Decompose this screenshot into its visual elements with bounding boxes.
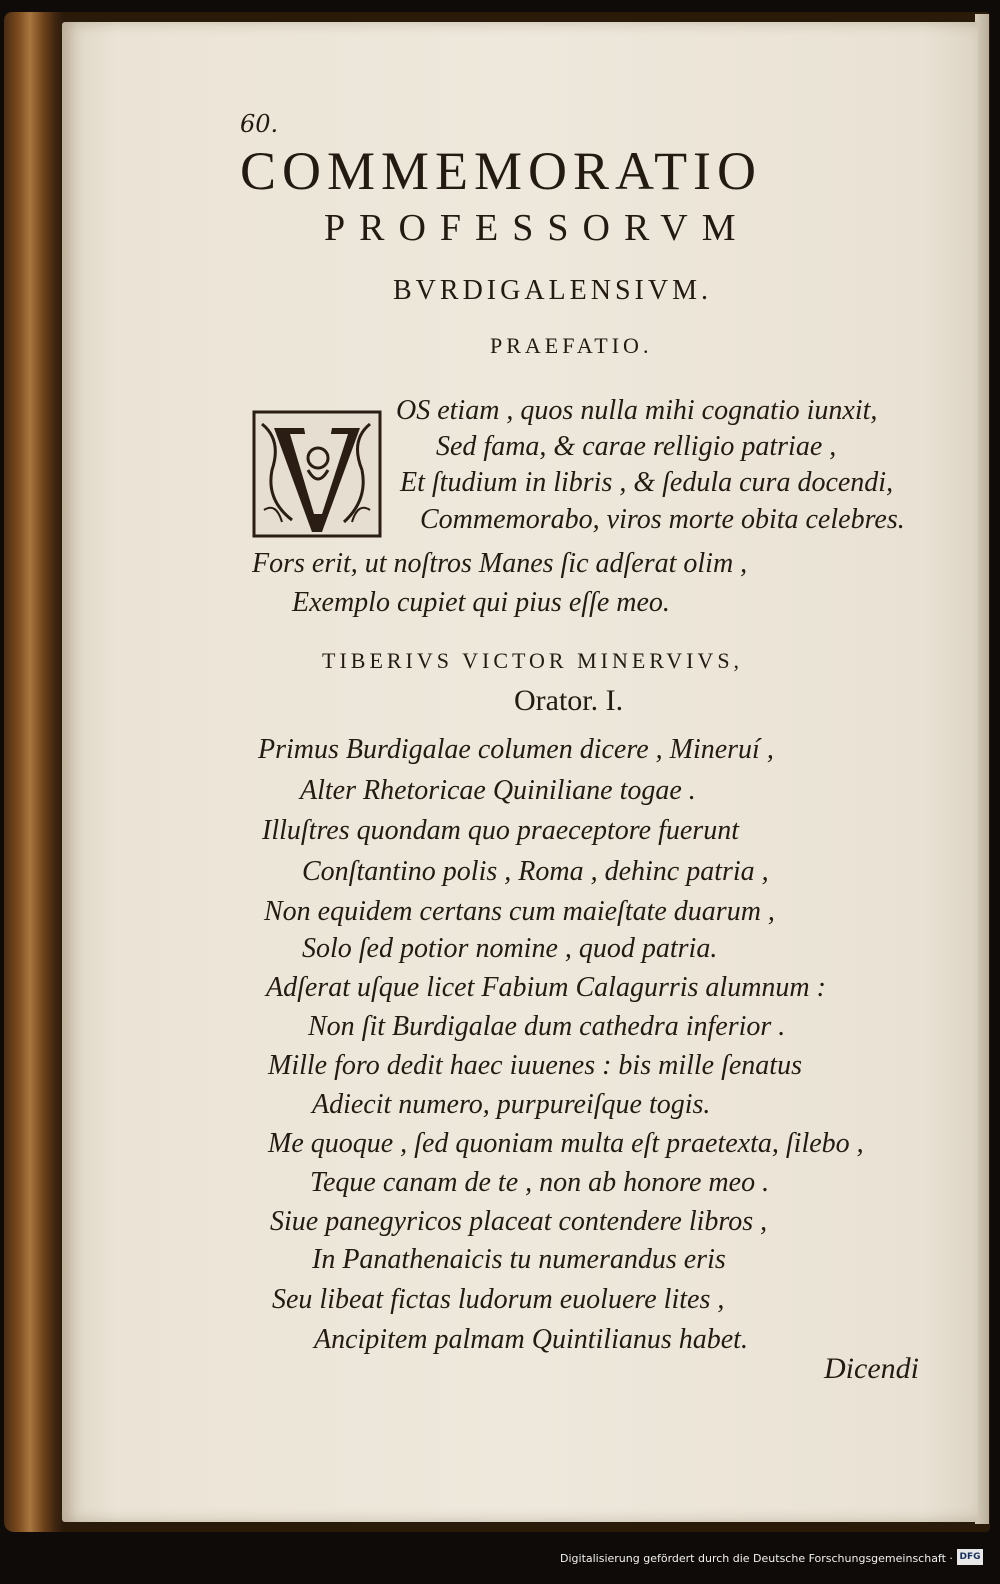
- poem-line: Conſtantino polis , Roma , dehinc patria ,: [302, 856, 769, 887]
- poem-line: Primus Burdigalae columen dicere , Mineruí ,: [258, 734, 774, 765]
- decorated-initial-v-icon: [252, 410, 382, 538]
- preface-line: Fors erit, ut noſtros Manes ſic adſerat olim ,: [252, 548, 748, 579]
- poem-line: Alter Rhetoricae Quiniliane togae .: [300, 775, 696, 806]
- preface-line: Sed fama, & carae relligio patriae ,: [436, 431, 837, 462]
- poem-line: Mille foro dedit haec iuuenes : bis mille ſenatus: [268, 1050, 802, 1081]
- poem-line: Ancipitem palmam Quintilianus habet.: [314, 1324, 748, 1355]
- poem-heading: TIBERIVS VICTOR MINERVIVS,: [322, 648, 744, 673]
- poem-line: Illuſtres quondam quo praeceptore fuerunt: [262, 815, 739, 846]
- poem-line: In Panathenaicis tu numerandus eris: [312, 1244, 726, 1275]
- section-heading: PRAEFATIO.: [490, 333, 653, 358]
- poem-line: Teque canam de te , non ab honore meo .: [310, 1167, 770, 1198]
- poem-line: Non equidem certans cum maieſtate duarum ,: [264, 896, 775, 927]
- dfg-logo: DFG: [957, 1549, 983, 1565]
- title-line-1: COMMEMORATIO: [240, 141, 763, 201]
- preface-line: OS etiam , quos nulla mihi cognatio iunxit,: [396, 395, 878, 426]
- poem-line: Me quoque , ſed quoniam multa eſt praetexta, ſilebo ,: [268, 1128, 864, 1159]
- poem-line: Non ſit Burdigalae dum cathedra inferior .: [308, 1011, 786, 1042]
- poem-subheading: Orator. I.: [514, 684, 624, 717]
- digitization-credit: Digitalisierung gefördert durch die Deutsche Forschungsgemeinschaft ·: [560, 1552, 953, 1565]
- poem-line: Adiecit numero, purpureiſque togis.: [312, 1089, 711, 1120]
- preface-line: Et ſtudium in libris , & ſedula cura docendi,: [400, 467, 894, 498]
- page-number: 60.: [240, 110, 279, 138]
- poem-line: Siue panegyricos placeat contendere libros ,: [270, 1206, 768, 1237]
- poem-line: Adſerat uſque licet Fabium Calagurris alumnum :: [266, 972, 826, 1003]
- catchword: Dicendi: [824, 1352, 919, 1385]
- title-line-2: PROFESSORVM: [324, 207, 750, 249]
- preface-line: Commemorabo, viros morte obita celebres.: [420, 504, 905, 535]
- title-line-3: BVRDIGALENSIVM.: [393, 275, 712, 306]
- poem-line: Seu libeat fictas ludorum euoluere lites ,: [272, 1284, 725, 1315]
- preface-line: Exemplo cupiet qui pius eſſe meo.: [292, 587, 670, 618]
- poem-line: Solo ſed potior nomine , quod patria.: [302, 933, 718, 964]
